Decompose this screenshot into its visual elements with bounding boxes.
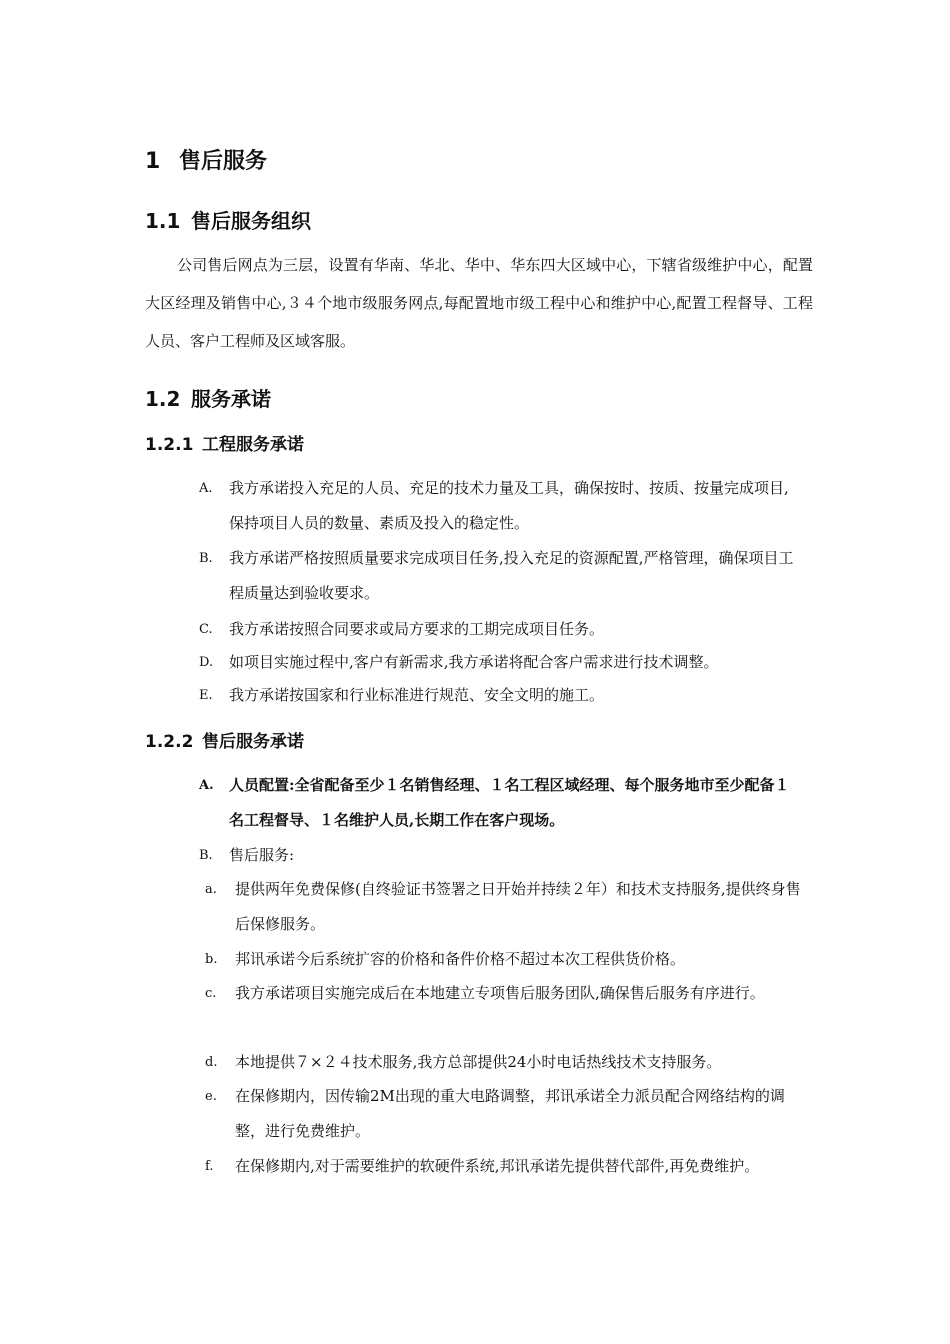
- sub-list-item: [205, 942, 803, 977]
- heading-title: 售后服务组织: [191, 209, 311, 233]
- list-marker: c.: [205, 986, 217, 1001]
- list-item-text: 我方承诺按照合同要求或局方要求的工期完成项目任务。: [229, 620, 605, 638]
- list-marker: D.: [199, 655, 214, 670]
- list-marker: b.: [205, 952, 218, 967]
- list-item: [199, 612, 803, 647]
- heading-number: 1.2: [145, 387, 181, 411]
- sub-list-item: [205, 976, 803, 1011]
- list-marker: C.: [199, 622, 213, 637]
- list-item-text: 售后服务:: [229, 846, 295, 864]
- heading-1-2: [145, 383, 271, 412]
- sub-list-item: [205, 1079, 803, 1149]
- list-marker: a.: [205, 882, 217, 897]
- list-item: [199, 678, 803, 713]
- list-marker: A.: [199, 481, 213, 496]
- list-item-text: 人员配置:全省配备至少１名销售经理、１名工程区域经理、每个服务地市至少配备１名工程督导、１名维护人员,长期工作在客户现场。: [229, 776, 790, 829]
- list-item-text: 在保修期内，因传输2M出现的重大电路调整，邦讯承诺全力派员配合网络结构的调整，进行免费维护。: [235, 1087, 785, 1140]
- list-item-text: 我方承诺按国家和行业标准进行规范、安全文明的施工。: [229, 686, 605, 704]
- list-marker: e.: [205, 1089, 217, 1104]
- list-item-text: 提供两年免费保修(自终验证书签署之日开始并持续２年）和技术支持服务,提供终身售后保修服务。: [235, 880, 801, 933]
- sub-list-item: [205, 872, 803, 942]
- list-marker: B.: [199, 848, 213, 863]
- sub-list-item: [205, 1045, 803, 1080]
- heading-number: 1.2.1: [145, 435, 194, 455]
- heading-1-2-2: [145, 727, 304, 752]
- heading-1-1: [145, 205, 311, 234]
- list-item-staffing: [199, 768, 803, 838]
- list-item-text: 在保修期内,对于需要维护的软硬件系统,邦讯承诺先提供替代部件,再免费维护。: [235, 1157, 760, 1175]
- heading-number: 1.2.2: [145, 732, 194, 752]
- heading-number: 1: [145, 149, 161, 174]
- list-item-text: 如项目实施过程中,客户有新需求,我方承诺将配合客户需求进行技术调整。: [229, 653, 719, 671]
- sub-list-item: [205, 1149, 803, 1184]
- heading-1-2-1: [145, 430, 304, 455]
- list-item: [199, 471, 803, 541]
- list-marker: E.: [199, 688, 213, 703]
- list-marker: f.: [205, 1159, 214, 1174]
- list-item-after-sales: [199, 838, 803, 873]
- heading-title: 服务承诺: [191, 387, 271, 411]
- heading-title: 售后服务承诺: [202, 732, 304, 752]
- list-item: [199, 541, 803, 611]
- list-marker: B.: [199, 551, 213, 566]
- list-item-text: 我方承诺投入充足的人员、充足的技术力量及工具，确保按时、按质、按量完成项目,保持项目人员的数量、素质及投入的稳定性。: [229, 479, 789, 532]
- list-item: [199, 645, 803, 680]
- list-item-text: 我方承诺项目实施完成后在本地建立专项售后服务团队,确保售后服务有序进行。: [235, 984, 765, 1002]
- list-marker: A.: [199, 778, 214, 793]
- heading-title: 工程服务承诺: [202, 435, 304, 455]
- heading-1: [145, 144, 267, 175]
- heading-number: 1.1: [145, 209, 181, 233]
- heading-title: 售后服务: [179, 149, 268, 174]
- list-marker: d.: [205, 1055, 218, 1070]
- list-item-text: 我方承诺严格按照质量要求完成项目任务,投入充足的资源配置,严格管理，确保项目工程质量达到验收要求。: [229, 549, 794, 602]
- list-item-text: 本地提供７×２４技术服务,我方总部提供24小时电话热线技术支持服务。: [235, 1053, 722, 1071]
- paragraph-organization: 公司售后网点为三层，设置有华南、华北、华中、华东四大区域中心，下辖省级维护中心，配置大区经理及销售中心,３４个地市级服务网点,每配置地市级工程中心和维护中心,配置工程督导、工程人员、客户工程师及区域客服。: [145, 256, 813, 350]
- list-item-text: 邦讯承诺今后系统扩容的价格和备件价格不超过本次工程供货价格。: [235, 950, 686, 968]
